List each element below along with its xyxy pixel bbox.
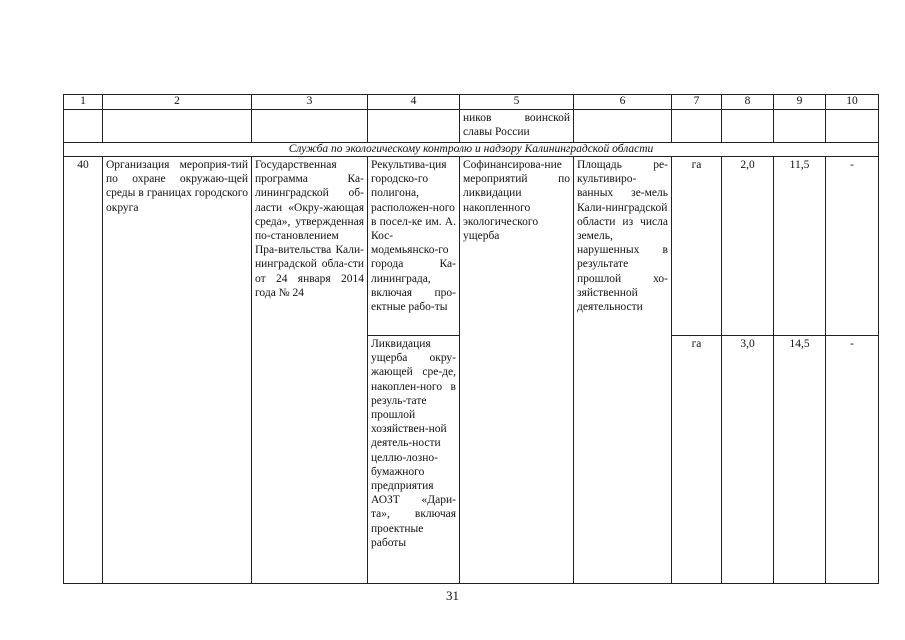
header-col-2: 2 — [103, 95, 252, 110]
value-10-2: - — [826, 336, 879, 584]
header-col-1: 1 — [64, 95, 103, 110]
funding-direction: Софинансирова-ние мероприятий по ликвидации накопленного экологического ущерба — [460, 157, 574, 584]
section-title: Служба по экологическому контролю и надзору Калининградской области — [64, 143, 879, 157]
value-9-1: 11,5 — [774, 157, 826, 336]
object-2: Ликвидация ущерба окру-жающей сре-де, накоплен-ного в резуль-тате прошлой хозяйствен-ной деятель-ности целлю-лозно-бумажного предприятия АОЗТ «Дари-та», включая проектные работы — [368, 336, 460, 584]
header-col-10: 10 — [826, 95, 879, 110]
header-col-9: 9 — [774, 95, 826, 110]
unit-2: га — [672, 336, 722, 584]
program-table — [63, 94, 879, 584]
value-9-2: 14,5 — [774, 336, 826, 584]
unit-1: га — [672, 157, 722, 336]
header-row — [64, 95, 879, 110]
header-col-4: 4 — [368, 95, 460, 110]
header-col-7: 7 — [672, 95, 722, 110]
value-8-2: 3,0 — [722, 336, 774, 584]
continuation-row — [64, 110, 879, 143]
event-name: Организация мероприя-тий по охране окружаю-щей среды в границах городского округа — [103, 157, 252, 584]
continuation-cell: ников воинской славы России — [460, 110, 574, 143]
table-row — [64, 157, 879, 336]
program-name: Государственная программа Ка-лининградской об-ласти «Окру-жающая среда», утвержденная по-становлением Пра-вительства Кали-нинградской обла-сти от 24 января 2014 года № 24 — [252, 157, 368, 584]
section-row — [64, 143, 879, 157]
value-10-1: - — [826, 157, 879, 336]
value-8-1: 2,0 — [722, 157, 774, 336]
indicator: Площадь ре-культивиро-ванных зе-мель Кали-нинградской области из числа земель, нарушенных в результате прошлой хо-зяйственной деятельности — [574, 157, 672, 584]
row-number: 40 — [64, 157, 103, 584]
page-number: 31 — [446, 588, 459, 603]
header-col-3: 3 — [252, 95, 368, 110]
header-col-5: 5 — [460, 95, 574, 110]
header-col-6: 6 — [574, 95, 672, 110]
object-1: Рекультива-ция городско-го полигона, расположен-ного в посел-ке им. А. Кос-модемьянско-го города Ка-лининграда, включая про-ектные рабо-ты — [368, 157, 460, 336]
header-col-8: 8 — [722, 95, 774, 110]
